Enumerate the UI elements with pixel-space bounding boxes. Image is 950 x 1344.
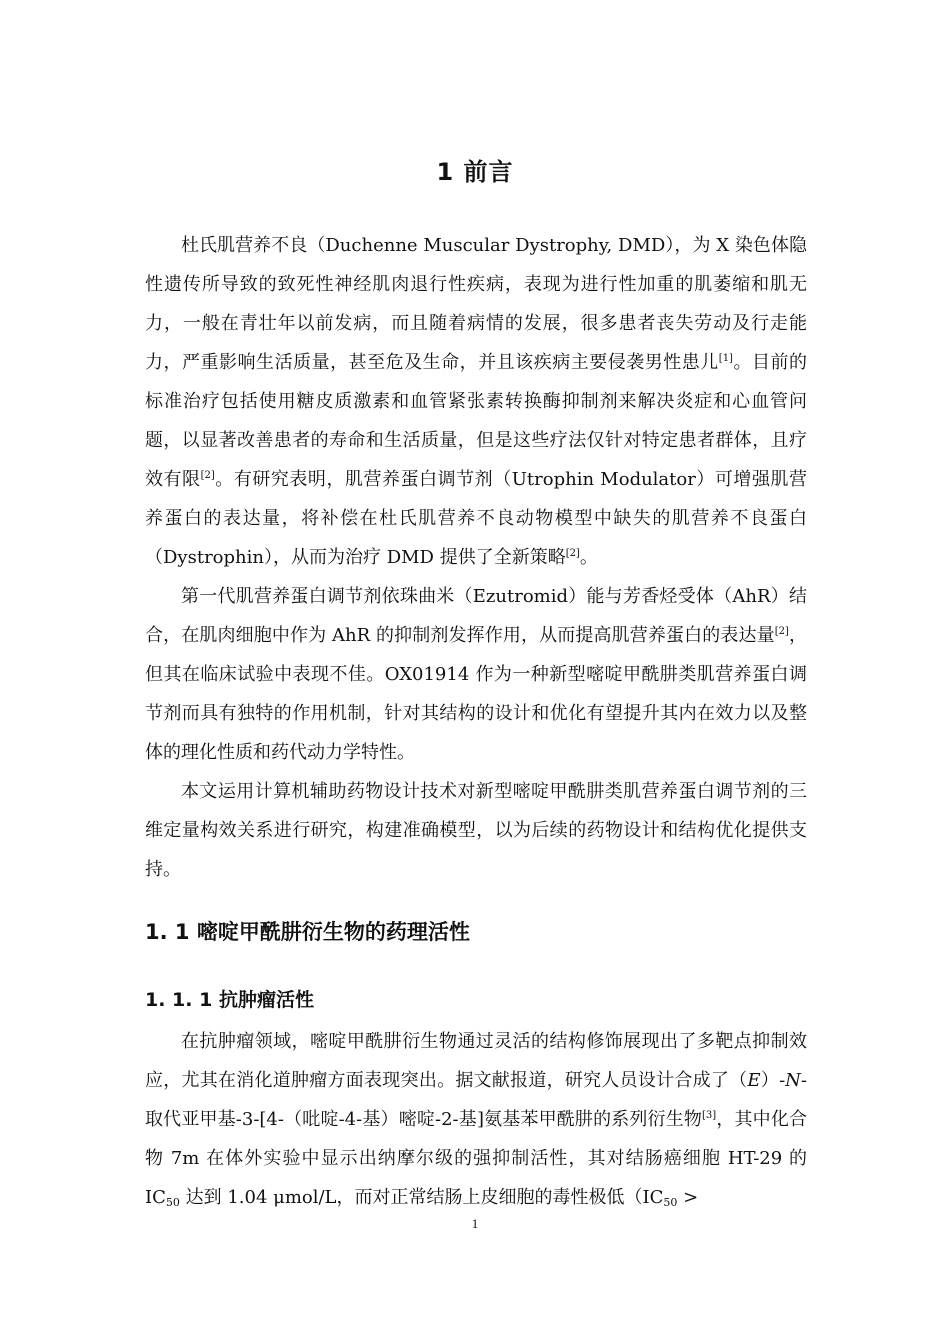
- chapter-title: 1 前言: [436, 158, 514, 186]
- text-run: 杜氏肌营养不良（Duchenne Muscular Dystrophy, DMD），为 X 染色体隐性遗传所导致的致死性神经肌肉退行性疾病，表现为进行性加重的肌萎缩和肌无力，一般在青壮年以前发病，而且随着病情的发展，很多患者丧失劳动及行走能力，严重影响生活质量，甚至危及生命，并且该疾病主要侵袭男性患儿: [145, 235, 807, 373]
- section-heading-1-1: 1. 1 嘧啶甲酰肼衍生物的药理活性: [145, 920, 470, 944]
- intro-paragraph-2: [145, 577, 807, 772]
- text-run: ，但其在临床试验中表现不佳。OX01914 作为一种新型嘧啶甲酰肼类肌营养蛋白调节剂而具有独特的作用机制，针对其结构的设计和优化有望提升其内在效力以及整体的理化性质和药代动力学特性。: [145, 625, 807, 763]
- italic-text: N: [785, 1070, 801, 1091]
- citation-ref: [3]: [702, 1110, 717, 1121]
- subscript: 50: [165, 1196, 180, 1209]
- italic-text: E: [747, 1070, 761, 1091]
- text-run: ）-: [760, 1070, 786, 1091]
- citation-ref: [2]: [774, 626, 789, 637]
- text-run: >: [677, 1187, 699, 1208]
- subscript: 50: [663, 1196, 678, 1209]
- antitumor-paragraph: [145, 1022, 807, 1217]
- section-1-1-1-body: [145, 1022, 807, 1217]
- text-run: ，其中化合物 7m 在体外实验中显示出纳摩尔级的强抑制活性，其对结肠癌细胞 HT-29 的 IC: [145, 1109, 807, 1208]
- intro-section: [145, 226, 807, 889]
- text-run: 第一代肌营养蛋白调节剂依珠曲米（Ezutromid）能与芳香烃受体（AhR）结合，在肌肉细胞中作为 AhR 的抑制剂发挥作用，从而提高肌营养蛋白的表达量: [145, 586, 807, 646]
- page-number: 1: [471, 1216, 479, 1231]
- intro-paragraph-1: [145, 226, 807, 577]
- intro-paragraph-3: 本文运用计算机辅助药物设计技术对新型嘧啶甲酰肼类肌营养蛋白调节剂的三维定量构效关系进行研究，构建准确模型，以为后续的药物设计和结构优化提供支持。: [145, 781, 807, 880]
- text-run: 。目前的标准治疗包括使用糖皮质激素和血管紧张素转换酶抑制剂来解决炎症和心血管问题，以显著改善患者的寿命和生活质量，但是这些疗法仅针对特定患者群体，且疗效有限: [145, 352, 808, 490]
- text-run: 。: [579, 547, 598, 568]
- text-run: 达到 1.04 μmol/L，而对正常结肠上皮细胞的毒性极低（IC: [179, 1187, 664, 1208]
- citation-ref: [1]: [718, 353, 733, 364]
- section-heading-1-1-1: 1. 1. 1 抗肿瘤活性: [145, 989, 314, 1011]
- text-run: 在抗肿瘤领域，嘧啶甲酰肼衍生物通过灵活的结构修饰展现出了多靶点抑制效应，尤其在消化道肿瘤方面表现突出。据文献报道，研究人员设计合成了（: [145, 1031, 807, 1091]
- text-run: -取代亚甲基-3-[4-（吡啶-4-基）嘧啶-2-基]氨基苯甲酰肼的系列衍生物: [145, 1070, 807, 1130]
- citation-ref: [2]: [565, 548, 580, 559]
- citation-ref: [2]: [200, 470, 215, 481]
- text-run: 。有研究表明，肌营养蛋白调节剂（Utrophin Modulator）可增强肌营养蛋白的表达量，将补偿在杜氏肌营养不良动物模型中缺失的肌营养不良蛋白（Dystrophin），从而为治疗 DMD 提供了全新策略: [145, 469, 808, 568]
